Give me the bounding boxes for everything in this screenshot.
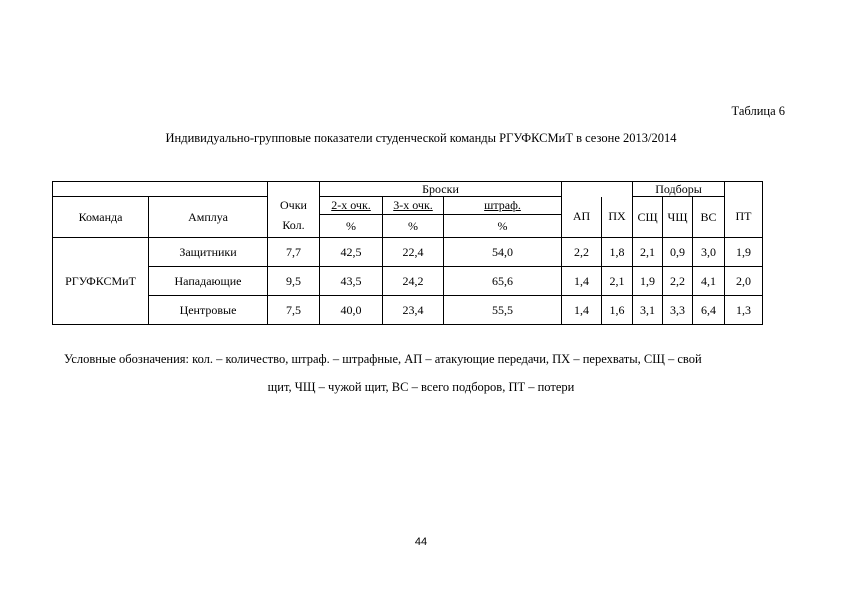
free-throw-label: штраф. [484, 198, 521, 213]
header-blank-cell [725, 182, 763, 197]
three-pt-cell: 22,4 [383, 238, 444, 267]
points-cell: 7,7 [268, 238, 320, 267]
pt-cell: 2,0 [725, 267, 763, 296]
px-cell: 1,6 [602, 296, 633, 325]
header-pt: ПТ [725, 197, 763, 238]
pt-cell: 1,9 [725, 238, 763, 267]
vs-cell: 3,0 [693, 238, 725, 267]
header-three-pt [383, 197, 444, 215]
header-blank-cell [562, 182, 633, 197]
sshch-cell: 2,1 [633, 238, 663, 267]
ap-cell: 2,2 [562, 238, 602, 267]
header-percent: % [444, 215, 562, 238]
header-percent: % [320, 215, 383, 238]
sshch-cell: 3,1 [633, 296, 663, 325]
header-percent: % [383, 215, 444, 238]
free-throw-cell: 54,0 [444, 238, 562, 267]
table-caption: Индивидуально-групповые показатели студенческой команды РГУФКСМиТ в сезоне 2013/2014 [165, 131, 677, 145]
table-row [53, 238, 763, 267]
ap-cell: 1,4 [562, 296, 602, 325]
header-px: ПХ [602, 197, 633, 238]
header-two-pt [320, 197, 383, 215]
header-points-unit: Кол. [268, 215, 320, 238]
header-blank-cell [268, 182, 320, 197]
two-pt-cell: 43,5 [320, 267, 383, 296]
page-number: 44 [414, 536, 428, 548]
stats-table [52, 181, 763, 325]
vs-cell: 6,4 [693, 296, 725, 325]
three-pt-cell: 24,2 [383, 267, 444, 296]
legend-line-2: щит, ЧЩ – чужой щит, ВС – всего подборов, ПТ – потери [267, 380, 575, 394]
points-cell: 7,5 [268, 296, 320, 325]
two-pt-label: 2-х очк. [331, 198, 371, 213]
role-cell: Защитники [149, 238, 268, 267]
two-pt-cell: 40,0 [320, 296, 383, 325]
role-cell: Нападающие [149, 267, 268, 296]
header-free-throw [444, 197, 562, 215]
role-cell: Центровые [149, 296, 268, 325]
vs-cell: 4,1 [693, 267, 725, 296]
header-chshch: ЧЩ [663, 197, 693, 238]
header-shots: Броски [320, 182, 562, 197]
chshch-cell: 0,9 [663, 238, 693, 267]
header-team: Команда [53, 197, 149, 238]
header-points: Очки [268, 197, 320, 215]
three-pt-label: 3-х очк. [393, 198, 433, 213]
header-ap: АП [562, 197, 602, 238]
team-name: РГУФКСМиТ [53, 238, 149, 325]
table-row [53, 296, 763, 325]
header-role: Амплуа [149, 197, 268, 238]
legend-line-1: Условные обозначения: кол. – количество, штраф. – штрафные, АП – атакующие передачи, ПХ – перехваты, СЩ – свой [64, 352, 702, 366]
px-cell: 2,1 [602, 267, 633, 296]
table-row [53, 267, 763, 296]
chshch-cell: 3,3 [663, 296, 693, 325]
header-rebounds: Подборы [633, 182, 725, 197]
header-sshch: СЩ [633, 197, 663, 238]
points-cell: 9,5 [268, 267, 320, 296]
px-cell: 1,8 [602, 238, 633, 267]
chshch-cell: 2,2 [663, 267, 693, 296]
ap-cell: 1,4 [562, 267, 602, 296]
header-vs: ВС [693, 197, 725, 238]
pt-cell: 1,3 [725, 296, 763, 325]
sshch-cell: 1,9 [633, 267, 663, 296]
free-throw-cell: 55,5 [444, 296, 562, 325]
header-blank-cell [53, 182, 268, 197]
free-throw-cell: 65,6 [444, 267, 562, 296]
three-pt-cell: 23,4 [383, 296, 444, 325]
table-label: Таблица 6 [731, 104, 785, 118]
two-pt-cell: 42,5 [320, 238, 383, 267]
